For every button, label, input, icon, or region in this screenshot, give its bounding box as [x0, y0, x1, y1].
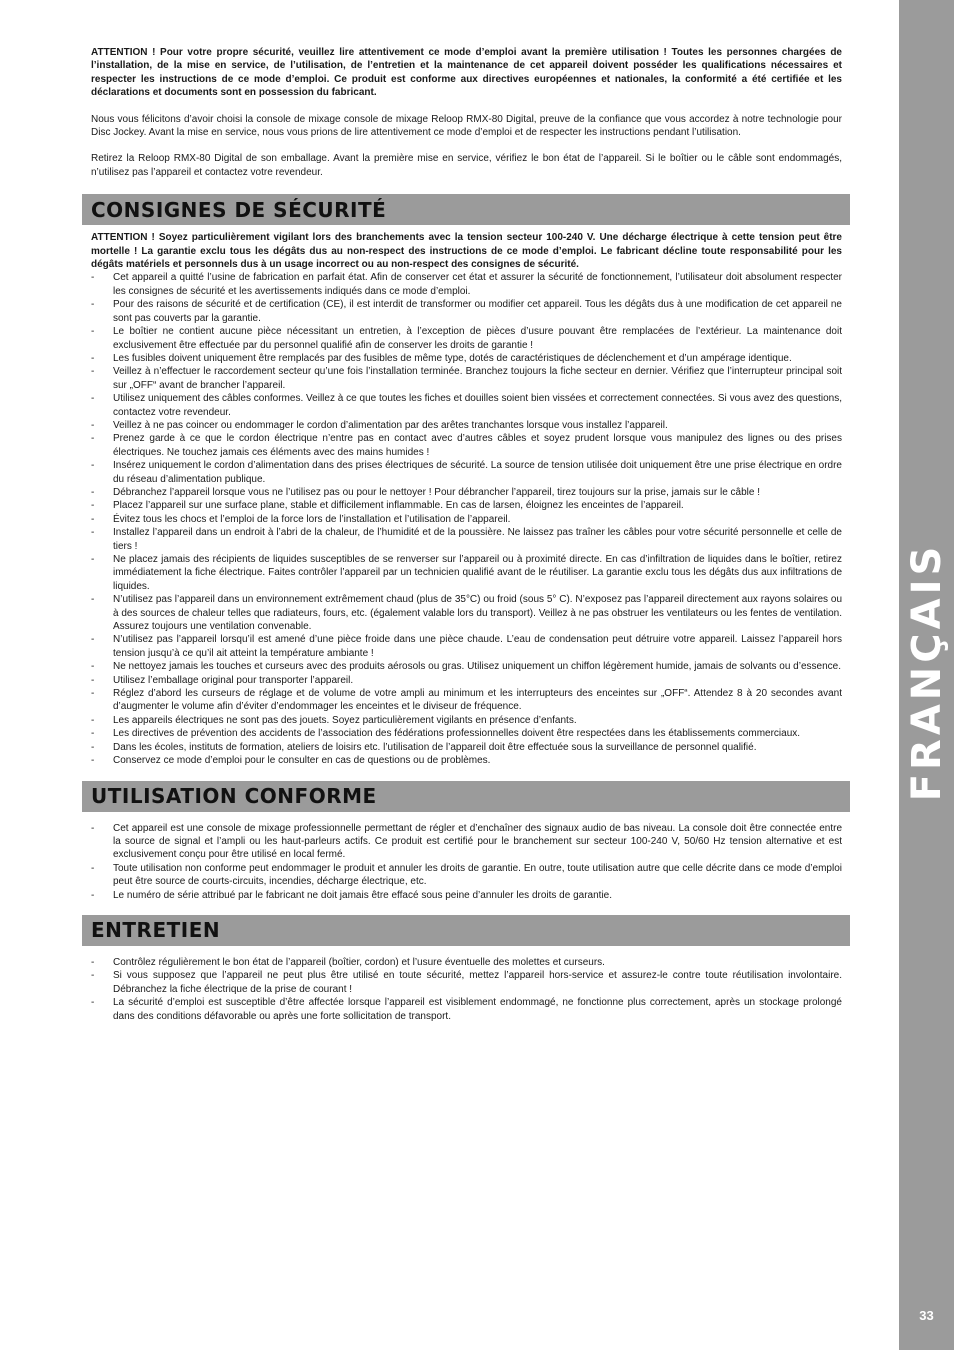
- dash-bullet: -: [91, 393, 95, 405]
- dash-bullet: -: [91, 326, 95, 338]
- dash-bullet: -: [91, 741, 95, 753]
- usage-list: [91, 822, 842, 902]
- dash-bullet: -: [91, 956, 95, 968]
- list-item: [91, 432, 842, 459]
- safety-section-title: CONSIGNES DE SÉCURITÉ: [91, 197, 387, 222]
- list-item-text: Réglez d’abord les curseurs de réglage et de volume de votre ampli au minimum et les interrupteurs des enceintes sur „OFF“. Attendez 8 à 20 secondes avant d’augmenter le volume afin d’éviter d’endommager les enceintes et le diviseur de fréquence.: [113, 688, 842, 713]
- list-item-text: Conservez ce mode d’emploi pour le consulter en cas de questions ou de problèmes.: [113, 755, 491, 767]
- dash-bullet: -: [91, 728, 95, 740]
- list-item-text: Ne placez jamais des récipients de liquides susceptibles de se renverser sur l’appareil ou à proximité directe. En cas d’infiltration de liquides dans le boîtier, retirez immédiatement la fiche électrique. Faites contrôler l’appareil par un technicien qualifié avant de le réutiliser. La garantie exclu tous les dégâts dus aux infiltrations de liquides.: [113, 554, 842, 592]
- maintenance-list: [91, 956, 842, 1023]
- list-item: [91, 513, 842, 526]
- list-item-text: Évitez tous les chocs et l’emploi de la force lors de l’installation et l’utilisation de l’appareil.: [113, 513, 511, 525]
- list-item: [91, 593, 842, 633]
- dash-bullet: -: [91, 527, 95, 539]
- dash-bullet: -: [91, 755, 95, 767]
- safety-section-header: [82, 194, 850, 225]
- dash-bullet: -: [91, 714, 95, 726]
- usage-section-body: [91, 822, 842, 902]
- list-item-text: Veillez à n’effectuer le raccordement secteur qu’une fois l’installation terminée. Branchez toujours la fiche secteur en dernier. Vérifiez que l’interrupteur principal soit sur „OFF“ avant de brancher l’appareil.: [113, 366, 842, 391]
- dash-bullet: -: [91, 513, 95, 525]
- list-item-text: Toute utilisation non conforme peut endommager le produit et annuler les droits de garantie. En outre, toute utilisation autre que celle décrite dans ce mode d’emploi peut être source de courts-circuits, incendies, décharge électrique, etc.: [113, 862, 842, 888]
- dash-bullet: -: [91, 674, 95, 686]
- language-label: FRANÇAIS: [903, 542, 950, 802]
- list-item-text: Les fusibles doivent uniquement être remplacés par des fusibles de même type, dotés de caractéristiques de déclenchement et d’un ampérage identique.: [113, 352, 792, 364]
- page-content: [82, 46, 850, 1036]
- list-item: [91, 633, 842, 660]
- maintenance-section-body: [91, 956, 842, 1023]
- list-item-text: Cet appareil est une console de mixage professionnelle permettant de régler et d’enchaîner des signaux audio de bas niveau. La console doit être connectée entre la source de signal et l’ampli ou les haut-parleurs actifs. Ce produit est certifié pour le branchement sur secteur 100-240 V, 50/60 Hz tension alternative et est exclusivement conçu pour être utilisé en local fermé.: [113, 822, 842, 861]
- list-item-text: Débranchez l’appareil lorsque vous ne l’utilisez pas ou pour le nettoyer ! Pour débrancher l’appareil, tirez toujours sur la prise, jamais sur le câble !: [113, 486, 761, 498]
- list-item-text: Si vous supposez que l’appareil ne peut plus être utilisé en toute sécurité, mettez l’appareil hors-service et assurez-le contre toute réutilisation involontaire. Débranchez la fiche électrique de la prise de courant !: [113, 970, 842, 995]
- safety-warning: ATTENTION ! Soyez particulièrement vigilant lors des branchements avec la tension secteur 100-240 V. Une décharge électrique à cette tension peut être mortelle ! La garantie exclu tous les dégâts dus au non-respect des instructions de ce mode d’emploi. Le fabricant décline toute responsabilité pour les dégâts matériels et personnels dus à un usage incorrect ou au non-respect des consignes de sécurité.: [91, 232, 842, 271]
- safety-list: [91, 271, 842, 767]
- list-item-text: N’utilisez pas l’appareil dans un environnement extrêmement chaud (plus de 35°C) ou froid (sous 5° C). N’exposez pas l’appareil directement aux rayons solaires ou à des sources de chaleur telles que radiateurs, fours, etc. (également valable lors du transport). Veillez à ne pas obstruer les ventilateurs ou les fentes de ventilation. Assurez toujours une ventilation convenable.: [113, 594, 842, 633]
- list-item: [91, 419, 842, 432]
- dash-bullet: -: [91, 366, 95, 378]
- list-item: [91, 996, 842, 1023]
- list-item-text: Utilisez l’emballage original pour transporter l’appareil.: [113, 674, 354, 686]
- list-item-text: La sécurité d’emploi est susceptible d’être affectée lorsque l’appareil est visiblement endommagé, ne fonctionne plus correctement, après un stockage prolongé dans des conditions défavorable ou après une forte sollicitation de transport.: [113, 997, 842, 1022]
- dash-bullet: -: [91, 822, 95, 834]
- list-item-text: Dans les écoles, instituts de formation, ateliers de loisirs etc. l’utilisation de l’appareil doit être effectuée sous la surveillance de personnel qualifié.: [113, 741, 757, 753]
- dash-bullet: -: [91, 299, 95, 311]
- list-item-text: Les appareils électriques ne sont pas des jouets. Soyez particulièrement vigilants en présence d’enfants.: [113, 714, 577, 726]
- list-item-text: Les directives de prévention des accidents de l’association des fédérations professionnelles doivent être respectées dans les établissements commerciaux.: [113, 728, 801, 740]
- list-item: [91, 271, 842, 298]
- list-item: [91, 822, 842, 862]
- list-item-text: Placez l’appareil sur une surface plane, stable et difficilement inflammable. En cas de larsen, éloignez les enceintes de l’appareil.: [113, 500, 684, 512]
- list-item-text: Ne nettoyez jamais les touches et curseurs avec des produits aérosols ou gras. Utilisez uniquement un chiffon légèrement humide, jamais de solvants ou d’essence.: [113, 661, 841, 673]
- list-item: [91, 714, 842, 727]
- dash-bullet: -: [91, 554, 95, 565]
- list-item: [91, 956, 842, 969]
- usage-section-title: UTILISATION CONFORME: [91, 784, 377, 808]
- maintenance-section-title: ENTRETIEN: [91, 918, 221, 943]
- list-item: [91, 459, 842, 486]
- list-item-text: Prenez garde à ce que le cordon électrique n’entre pas en contact avec d’autres câbles et soyez prudent lorsque vous manipulez des lignes ou des prises électriques. Ne touchez jamais ces éléments avec des mains humides !: [113, 433, 842, 458]
- language-sidebar: [899, 0, 954, 1350]
- dash-bullet: -: [91, 862, 95, 874]
- dash-bullet: -: [91, 997, 95, 1009]
- list-item: [91, 660, 842, 673]
- page-number: 33: [919, 1308, 934, 1323]
- list-item: [91, 969, 842, 996]
- list-item: [91, 499, 842, 512]
- list-item-text: Utilisez uniquement des câbles conformes. Veillez à ce que toutes les fiches et douilles soient bien vissées et correctement connectées. Si vous avez des questions, contactez votre revendeur.: [113, 393, 842, 418]
- list-item: [91, 674, 842, 687]
- dash-bullet: -: [91, 970, 95, 982]
- list-item: [91, 889, 842, 902]
- list-item: [91, 727, 842, 740]
- usage-section-header: [82, 781, 850, 812]
- list-item-text: Pour des raisons de sécurité et de certification (CE), il est interdit de transformer ou modifier cet appareil. Tous les dégâts dus à une modification de cet appareil ne sont pas couverts par la garantie.: [113, 299, 842, 324]
- list-item-text: Insérez uniquement le cordon d’alimentation dans des prises électriques de sécurité. La source de tension utilisée doit uniquement être une prise électrique en ordre du réseau d’alimentation publique.: [113, 460, 842, 485]
- list-item: [91, 486, 842, 499]
- dash-bullet: -: [91, 500, 95, 512]
- dash-bullet: -: [91, 352, 95, 364]
- list-item: [91, 741, 842, 754]
- dash-bullet: -: [91, 433, 95, 445]
- intro-congrats: Nous vous félicitons d’avoir choisi la console de mixage console de mixage Reloop RMX-80 Digital, preuve de la confiance que vous accordez à notre technologie pour Disc Jockey. Avant la mise en service, nous vous prions de lire attentivement ce mode d’emploi et de respecter les instructions pendant l’utilisation.: [91, 113, 842, 139]
- maintenance-section-header: [82, 915, 850, 946]
- list-item-text: Le boîtier ne contient aucune pièce nécessitant un entretien, à l’exception de pièces d’usure pouvant être remplacées de l’extérieur. La maintenance doit exclusivement être effectuée par du personnel qualifié afin de conserver les droits de garantie !: [113, 326, 842, 351]
- intro-unpack: Retirez la Reloop RMX-80 Digital de son emballage. Avant la première mise en service, vérifiez le bon état de l’appareil. Si le boîtier ou le câble sont endommagés, n’utilisez pas l’appareil et contactez votre revendeur.: [91, 153, 842, 178]
- dash-bullet: -: [91, 634, 95, 646]
- list-item-text: Le numéro de série attribué par le fabricant ne doit jamais être effacé sous peine d’annuler les droits de garantie.: [113, 889, 613, 901]
- dash-bullet: -: [91, 661, 95, 673]
- list-item-text: Veillez à ne pas coincer ou endommager le cordon d’alimentation par des arêtes tranchantes lorsque vous installez l’appareil.: [113, 419, 668, 431]
- list-item: [91, 862, 842, 889]
- list-item-text: Installez l’appareil dans un endroit à l’abri de la chaleur, de l’humidité et de la poussière. Ne laissez pas traîner les câbles pour votre sécurité personnelle et celle de tiers !: [113, 527, 842, 552]
- dash-bullet: -: [91, 594, 95, 606]
- list-item: [91, 392, 842, 419]
- list-item: [91, 553, 842, 593]
- list-item: [91, 365, 842, 392]
- dash-bullet: -: [91, 272, 95, 284]
- dash-bullet: -: [91, 486, 95, 498]
- dash-bullet: -: [91, 688, 95, 700]
- list-item: [91, 687, 842, 714]
- dash-bullet: -: [91, 419, 95, 431]
- dash-bullet: -: [91, 889, 95, 901]
- list-item: [91, 298, 842, 325]
- list-item: [91, 526, 842, 553]
- list-item-text: N’utilisez pas l’appareil lorsqu’il est amené d’une pièce froide dans une pièce chaude. L’eau de condensation peut détruire votre appareil. Laissez l’appareil hors tension jusqu’à ce qu’il ait atteint la température ambiante !: [113, 634, 842, 659]
- list-item-text: Contrôlez régulièrement le bon état de l’appareil (boîtier, cordon) et l’usure éventuelle des molettes et curseurs.: [113, 956, 605, 968]
- safety-section-body: [91, 231, 842, 767]
- dash-bullet: -: [91, 460, 95, 472]
- list-item-text: Cet appareil a quitté l’usine de fabrication en parfait état. Afin de conserver cet état et assurer la sécurité de fonctionnement, l’utilisateur doit absolument respecter les consignes de sécurité et les avertissements indiqués dans ce mode d’emploi.: [113, 272, 842, 297]
- list-item: [91, 352, 842, 365]
- list-item: [91, 754, 842, 767]
- list-item: [91, 325, 842, 352]
- intro-attention: ATTENTION ! Pour votre propre sécurité, veuillez lire attentivement ce mode d’emploi avant la première utilisation ! Toutes les personnes chargées de l’installation, de la mise en service, de l’utilisation, de l’entretien et la maintenance de cet appareil doivent posséder les qualifications nécessaires et respecter les instructions de ce mode d’emploi. Ce produit est conforme aux directives européennes et nationales, la conformité a été certifiée et les déclarations et documents sont en possession du fabricant.: [91, 47, 842, 99]
